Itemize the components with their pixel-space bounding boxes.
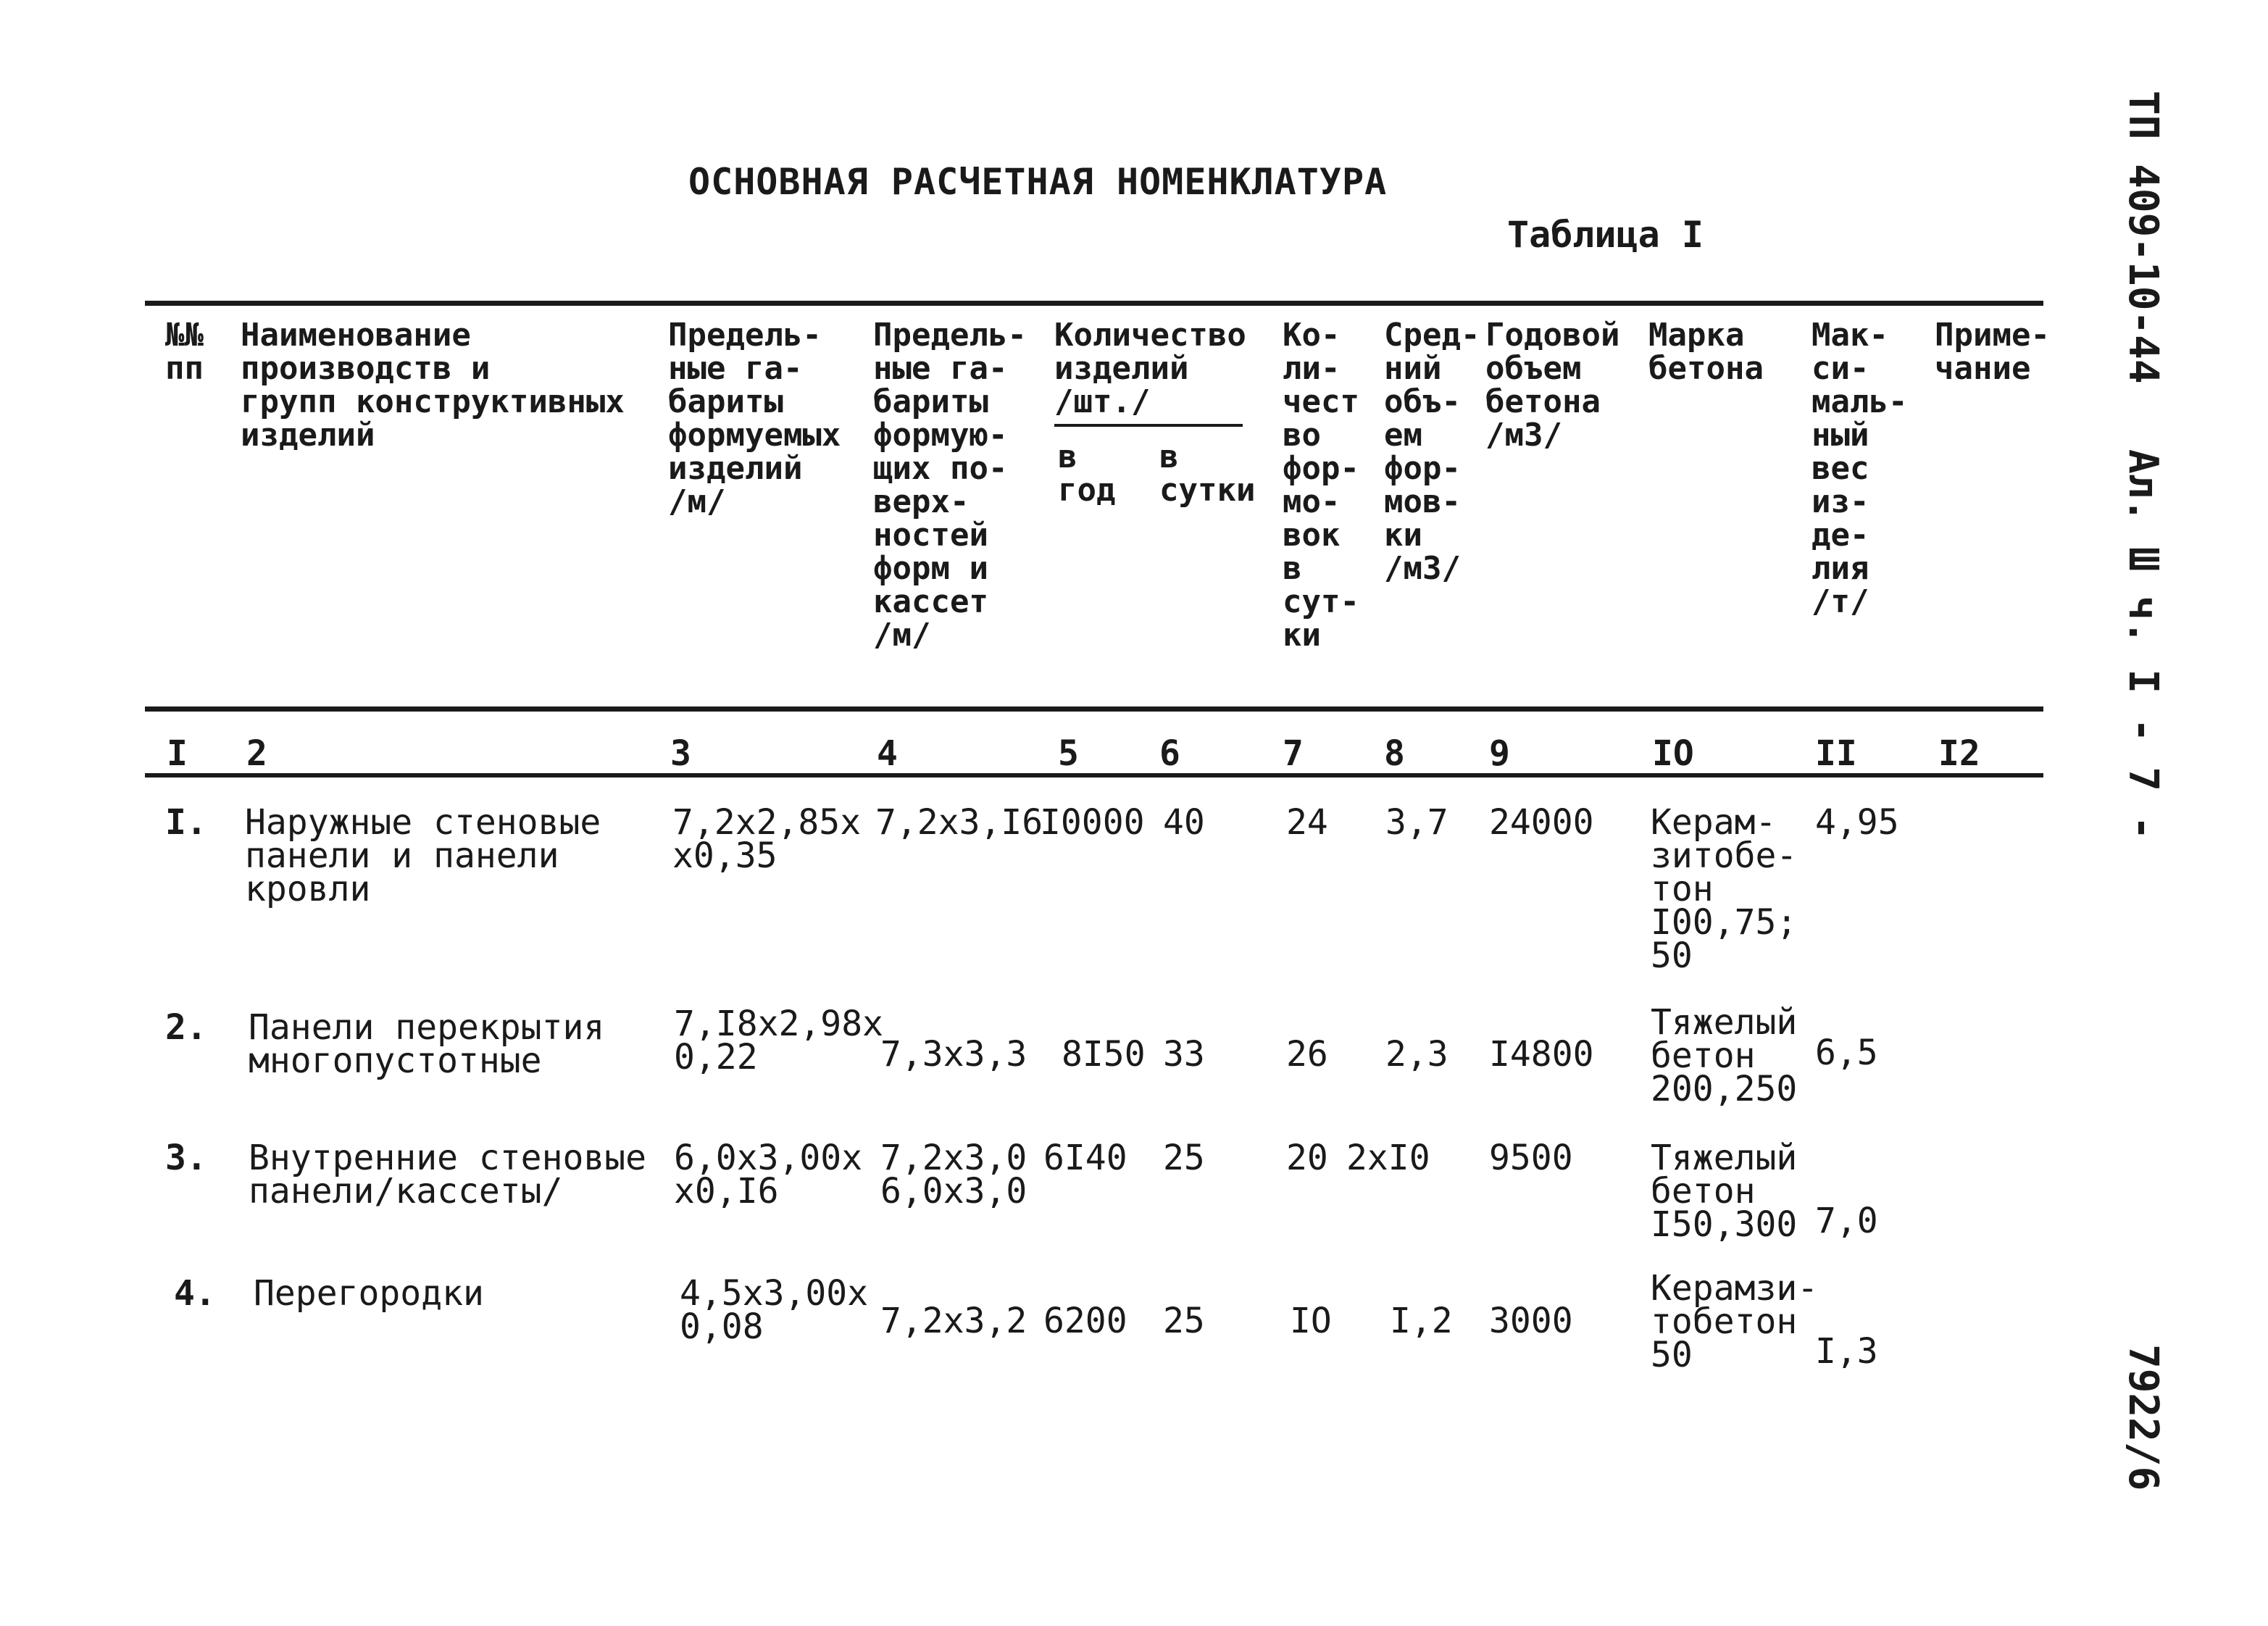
header-col-8: Сред- ний объ- ем фор- мов- ки /м3/ (1384, 317, 1480, 587)
table-row-1-avg-volume: 3,7 (1385, 802, 1448, 843)
quantity-header-rule (1054, 424, 1243, 427)
table-row-2-grade: Тяжелый бетон 200,250 (1651, 1002, 1798, 1109)
header-col-5-6: Количество изделий /шт./ (1054, 317, 1246, 420)
table-row-3-no: 3. (165, 1138, 207, 1178)
margin-doc-code: ТП 409-10-44 (2119, 91, 2167, 384)
header-col-10: Марка бетона (1648, 317, 1764, 387)
table-row-3-grade: Тяжелый бетон I50,300 (1651, 1138, 1798, 1245)
table-row-1-name: Наружные стеновые панели и панели кровли (245, 802, 601, 909)
table-row-4-max-weight: I,3 (1815, 1331, 1878, 1372)
header-col-6: в сутки (1159, 438, 1256, 509)
table-row-4-form-dims: 7,2x3,2 (880, 1301, 1027, 1341)
header-col-3: Предель- ные га- бариты формуемых изделий /м/ (668, 317, 841, 520)
table-row-2-max-weight: 6,5 (1815, 1033, 1878, 1073)
header-col-4: Предель- ные га- бариты формую- щих по- верх- ностей форм и кассет /м/ (873, 317, 1027, 654)
table-row-4-grade: Керамзи- тобетон 50 (1651, 1268, 1819, 1375)
col-number-2: 2 (246, 733, 267, 774)
table-row-3-form-dims: 7,2x3,0 6,0x3,0 (880, 1138, 1027, 1212)
table-row-1-per-year: I0000 (1040, 802, 1145, 843)
table-row-2-dims: 7,I8x2,98x 0,22 (674, 1004, 883, 1077)
table-row-1-dims: 7,2x2,85x x0,35 (672, 802, 862, 876)
table-row-1-max-weight: 4,95 (1815, 802, 1899, 843)
table-header-rule (145, 706, 2043, 712)
table-row-2-moldings: 26 (1286, 1034, 1328, 1075)
col-number-12: I2 (1938, 733, 1980, 774)
table-top-rule (145, 301, 2043, 306)
table-row-3-max-weight: 7,0 (1815, 1201, 1878, 1241)
table-row-4-no: 4. (174, 1273, 216, 1314)
table-row-4-per-year: 6200 (1043, 1301, 1127, 1341)
header-col-5: в год (1058, 438, 1116, 509)
table-row-4-moldings: IO (1290, 1301, 1332, 1341)
table-row-4-per-day: 25 (1163, 1301, 1205, 1341)
header-col-12: Приме- чание (1935, 317, 2050, 387)
table-label: Таблица I (1507, 214, 1704, 256)
table-row-4-avg-volume: I,2 (1390, 1301, 1453, 1341)
table-number-rule (145, 773, 2043, 777)
table-row-1-moldings: 24 (1286, 802, 1328, 843)
col-number-8: 8 (1384, 733, 1405, 774)
page-title: ОСНОВНАЯ РАСЧЕТНАЯ НОМЕНКЛАТУРА (688, 161, 1388, 203)
table-row-3-moldings: 20 (1286, 1138, 1328, 1178)
table-row-3-avg-volume: 2xI0 (1346, 1138, 1430, 1178)
table-row-1-annual-volume: 24000 (1489, 802, 1594, 843)
header-col-2: Наименование производств и групп конструктивных изделий (241, 317, 625, 454)
table-row-2-per-year: 8I50 (1062, 1034, 1146, 1075)
col-number-1: I (167, 733, 188, 774)
table-row-3-per-year: 6I40 (1043, 1138, 1127, 1178)
col-number-5: 5 (1058, 733, 1079, 774)
table-row-2-form-dims: 7,3x3,3 (880, 1034, 1027, 1075)
table-row-1-form-dims: 7,2x3,I6 (875, 802, 1043, 843)
col-number-6: 6 (1159, 733, 1180, 774)
table-row-4-annual-volume: 3000 (1489, 1301, 1573, 1341)
col-number-11: II (1815, 733, 1857, 774)
table-row-4-dims: 4,5x3,00x 0,08 (680, 1273, 869, 1347)
table-row-4-name: Перегородки (254, 1273, 484, 1314)
margin-number: 7922/6 (2119, 1344, 2167, 1491)
table-row-2-annual-volume: I4800 (1489, 1034, 1594, 1075)
col-number-9: 9 (1489, 733, 1510, 774)
table-row-2-avg-volume: 2,3 (1385, 1034, 1448, 1075)
table-row-2-no: 2. (165, 1007, 207, 1048)
table-row-1-no: I. (165, 802, 207, 843)
col-number-7: 7 (1283, 733, 1304, 774)
table-row-2-name: Панели перекрытия многопустотные (249, 1007, 605, 1081)
table-row-3-annual-volume: 9500 (1489, 1138, 1573, 1178)
table-row-2-per-day: 33 (1163, 1034, 1205, 1075)
header-col-1: №№ пп (165, 317, 204, 387)
header-col-7: Ко- ли- чест во фор- мо- вок в сут- ки (1283, 317, 1359, 654)
header-col-9: Годовой объем бетона /м3/ (1485, 317, 1620, 454)
col-number-4: 4 (877, 733, 898, 774)
margin-sheet: Ал. Ш ч. I - 7 - (2119, 449, 2167, 841)
table-row-3-name: Внутренние стеновые панели/кассеты/ (249, 1138, 647, 1212)
header-col-11: Мак- си- маль- ный вес из- де- лия /т/ (1812, 317, 1908, 620)
table-row-1-per-day: 40 (1163, 802, 1205, 843)
col-number-10: IO (1652, 733, 1694, 774)
table-row-1-grade: Керам- зитобе- тон I00,75; 50 (1651, 802, 1798, 976)
table-row-3-per-day: 25 (1163, 1138, 1205, 1178)
table-row-3-dims: 6,0x3,00x x0,I6 (674, 1138, 863, 1212)
col-number-3: 3 (670, 733, 691, 774)
